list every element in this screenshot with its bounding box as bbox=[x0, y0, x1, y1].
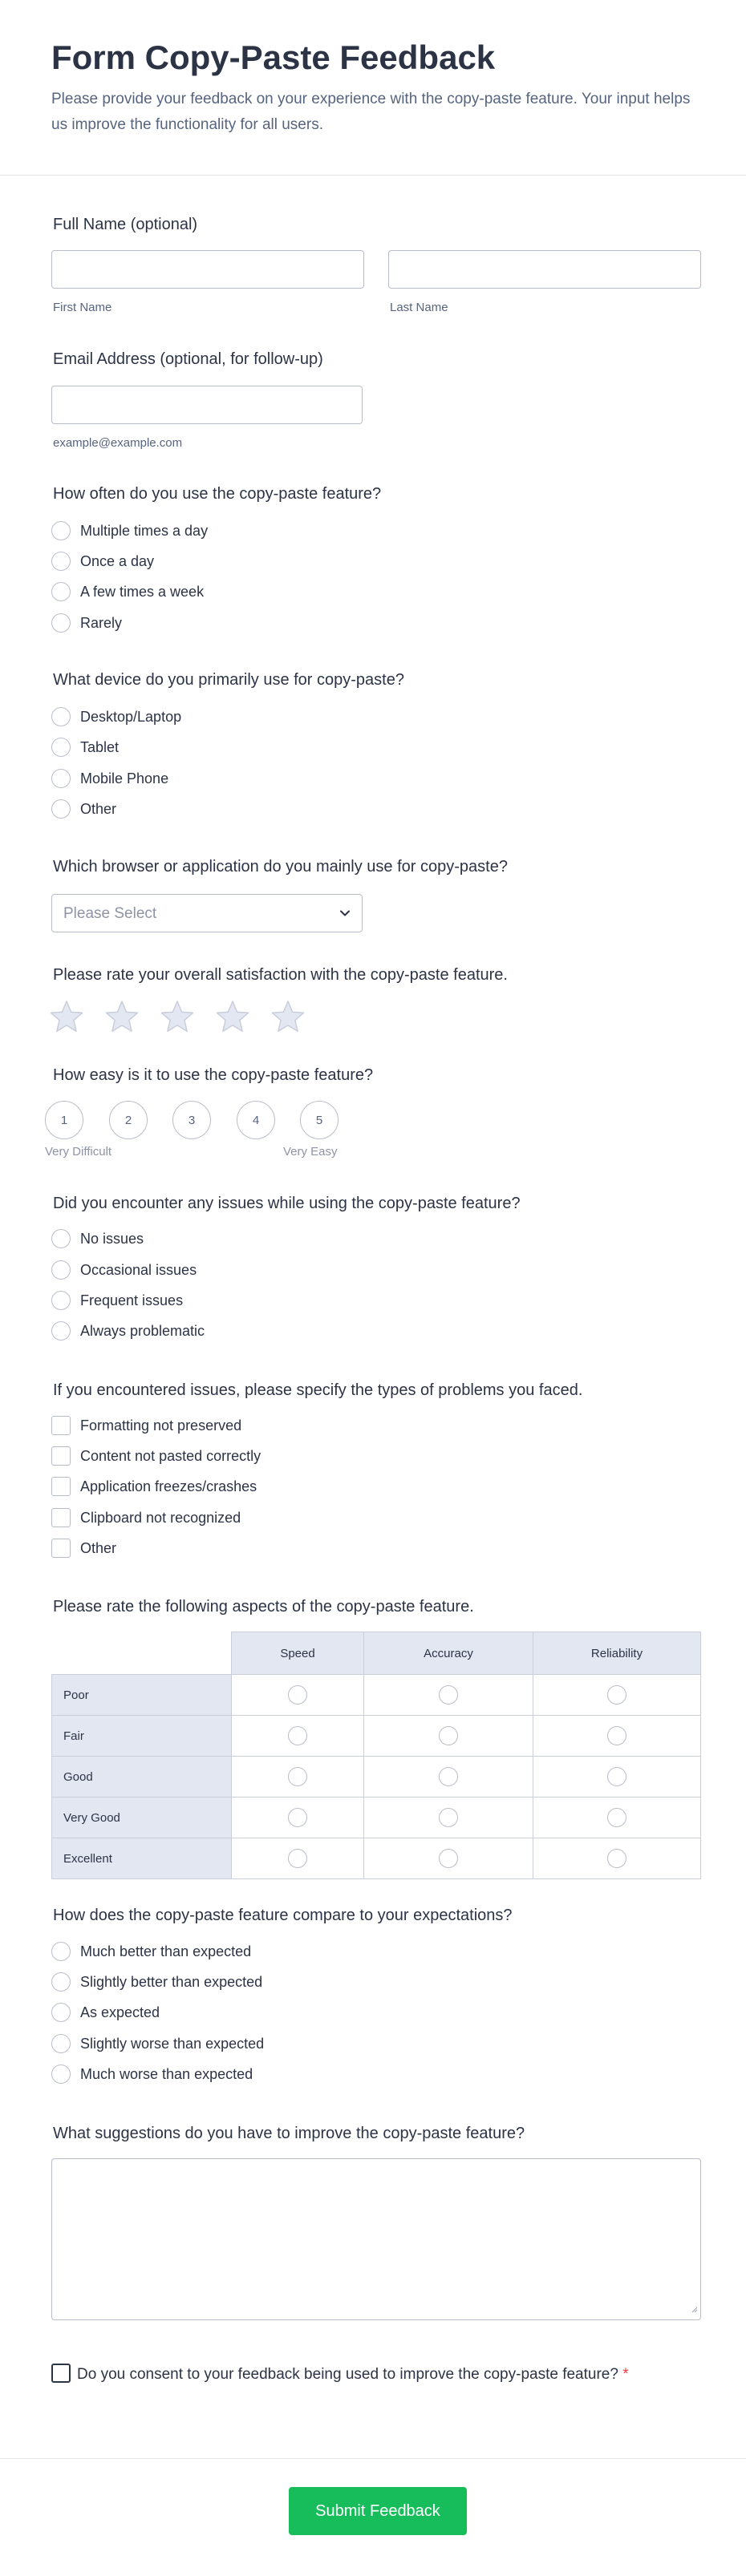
option-label: Content not pasted correctly bbox=[80, 1447, 262, 1464]
expectations-option[interactable] bbox=[51, 1971, 262, 1993]
matrix-row bbox=[52, 1716, 701, 1757]
chevron-down-icon bbox=[339, 908, 351, 923]
device-option[interactable] bbox=[51, 706, 181, 728]
star-icon[interactable] bbox=[49, 1000, 84, 1033]
option-label: Formatting not preserved bbox=[80, 1417, 242, 1434]
checkbox[interactable] bbox=[51, 1477, 71, 1496]
rating-matrix bbox=[51, 1632, 701, 1879]
expectations-option[interactable] bbox=[51, 2063, 253, 2085]
matrix-radio[interactable] bbox=[607, 1808, 626, 1827]
option-label: Application freezes/crashes bbox=[80, 1478, 257, 1494]
issues-option[interactable] bbox=[51, 1227, 144, 1250]
full-name-label: Full Name (optional) bbox=[53, 216, 198, 233]
frequency-question: How often do you use the copy-paste feature? bbox=[53, 485, 382, 503]
matrix-row-label: Very Good bbox=[52, 1798, 232, 1838]
option-label: Slightly better than expected bbox=[80, 1973, 263, 1990]
page-subtitle: Please provide your feedback on your experience with the copy-paste feature. Your input helps us improve the functionality for all users. bbox=[51, 91, 691, 133]
radio-button[interactable] bbox=[51, 2064, 71, 2084]
option-label: Much worse than expected bbox=[80, 2065, 253, 2082]
scale-option-5[interactable]: 5 bbox=[300, 1101, 339, 1139]
matrix-radio[interactable] bbox=[439, 1685, 458, 1705]
radio-button[interactable] bbox=[51, 613, 71, 633]
browser-question: Which browser or application do you mainly use for copy-paste? bbox=[53, 858, 508, 876]
matrix-radio[interactable] bbox=[288, 1808, 307, 1827]
radio-button[interactable] bbox=[51, 1291, 71, 1310]
matrix-row bbox=[52, 1675, 701, 1716]
problem-option[interactable] bbox=[51, 1506, 241, 1529]
frequency-option[interactable] bbox=[51, 550, 154, 572]
radio-button[interactable] bbox=[51, 1321, 71, 1341]
problem-option[interactable] bbox=[51, 1414, 241, 1437]
matrix-row-label: Excellent bbox=[52, 1838, 232, 1879]
matrix-radio[interactable] bbox=[439, 1849, 458, 1868]
radio-button[interactable] bbox=[51, 1942, 71, 1961]
matrix-row-label: Poor bbox=[52, 1675, 232, 1716]
option-label: Clipboard not recognized bbox=[80, 1509, 241, 1526]
first-name-input[interactable] bbox=[51, 250, 364, 289]
option-label: Other bbox=[80, 1539, 117, 1556]
email-hint: example@example.com bbox=[53, 436, 183, 450]
checkbox[interactable] bbox=[51, 1446, 71, 1466]
radio-button[interactable] bbox=[51, 521, 71, 540]
expectations-option[interactable] bbox=[51, 2001, 160, 2024]
scale-option-1[interactable]: 1 bbox=[45, 1101, 83, 1139]
star-icon[interactable] bbox=[160, 1000, 195, 1033]
radio-button[interactable] bbox=[51, 738, 71, 757]
matrix-column-header: Accuracy bbox=[364, 1632, 533, 1675]
matrix-radio[interactable] bbox=[288, 1767, 307, 1786]
matrix-radio[interactable] bbox=[439, 1808, 458, 1827]
option-label: No issues bbox=[80, 1230, 144, 1247]
matrix-row bbox=[52, 1838, 701, 1879]
email-label: Email Address (optional, for follow-up) bbox=[53, 350, 323, 368]
issues-option[interactable] bbox=[51, 1289, 183, 1312]
matrix-radio[interactable] bbox=[439, 1767, 458, 1786]
required-mark: * bbox=[622, 2366, 629, 2383]
option-label: Much better than expected bbox=[80, 1943, 252, 1959]
frequency-option[interactable] bbox=[51, 612, 122, 634]
select-placeholder: Please Select bbox=[63, 905, 157, 922]
option-label: Multiple times a day bbox=[80, 522, 209, 539]
suggestions-question: What suggestions do you have to improve the copy-paste feature? bbox=[53, 2125, 525, 2142]
issues-question: Did you encounter any issues while using the copy-paste feature? bbox=[53, 1195, 521, 1212]
scale-option-2[interactable]: 2 bbox=[109, 1101, 148, 1139]
option-label: A few times a week bbox=[80, 583, 205, 600]
matrix-row-label: Good bbox=[52, 1757, 232, 1798]
form-header bbox=[0, 0, 746, 176]
checkbox[interactable] bbox=[51, 1539, 71, 1558]
matrix-header-row bbox=[52, 1632, 701, 1675]
device-option[interactable] bbox=[51, 736, 119, 758]
scale-max-caption: Very Easy bbox=[283, 1145, 338, 1159]
matrix-column-header: Reliability bbox=[533, 1632, 701, 1675]
option-label: Slightly worse than expected bbox=[80, 2035, 265, 2052]
matrix-column-header: Speed bbox=[232, 1632, 364, 1675]
matrix-row-label: Fair bbox=[52, 1716, 232, 1757]
option-label: Always problematic bbox=[80, 1322, 205, 1339]
scale-min-caption: Very Difficult bbox=[45, 1145, 112, 1159]
matrix-radio[interactable] bbox=[288, 1685, 307, 1705]
star-icon[interactable] bbox=[270, 1000, 306, 1033]
option-label: Mobile Phone bbox=[80, 770, 169, 787]
device-option[interactable] bbox=[51, 798, 116, 820]
page-title: Form Copy-Paste Feedback bbox=[51, 38, 496, 76]
radio-button[interactable] bbox=[51, 799, 71, 819]
matrix-radio[interactable] bbox=[607, 1685, 626, 1705]
last-name-input[interactable] bbox=[388, 250, 701, 289]
consent-text: Do you consent to your feedback being used to improve the copy-paste feature? bbox=[77, 2366, 618, 2383]
last-name-sublabel: Last Name bbox=[390, 301, 448, 314]
star-icon[interactable] bbox=[104, 1000, 140, 1033]
radio-button[interactable] bbox=[51, 1260, 71, 1280]
expectations-question: How does the copy-paste feature compare to your expectations? bbox=[53, 1907, 513, 1924]
device-question: What device do you primarily use for copy-paste? bbox=[53, 671, 404, 689]
option-label: Tablet bbox=[80, 738, 120, 755]
option-label: Occasional issues bbox=[80, 1261, 197, 1278]
option-label: Once a day bbox=[80, 552, 155, 569]
radio-button[interactable] bbox=[51, 582, 71, 601]
issues-option[interactable] bbox=[51, 1259, 197, 1281]
matrix-row bbox=[52, 1798, 701, 1838]
problems-question: If you encountered issues, please specify the types of problems you faced. bbox=[53, 1381, 583, 1399]
matrix-radio[interactable] bbox=[288, 1726, 307, 1745]
expectations-option[interactable] bbox=[51, 1940, 251, 1963]
scale-option-4[interactable]: 4 bbox=[237, 1101, 275, 1139]
radio-button[interactable] bbox=[51, 1229, 71, 1248]
suggestions-textarea[interactable] bbox=[51, 2158, 701, 2320]
matrix-radio[interactable] bbox=[439, 1726, 458, 1745]
radio-button[interactable] bbox=[51, 707, 71, 726]
email-input[interactable] bbox=[51, 386, 363, 424]
radio-button[interactable] bbox=[51, 552, 71, 571]
first-name-sublabel: First Name bbox=[53, 301, 112, 314]
option-label: Desktop/Laptop bbox=[80, 708, 182, 725]
submit-button[interactable]: Submit Feedback bbox=[289, 2487, 467, 2535]
ease-question: How easy is it to use the copy-paste feature? bbox=[53, 1066, 374, 1084]
matrix-radio[interactable] bbox=[607, 1767, 626, 1786]
resize-handle-icon[interactable] bbox=[690, 2303, 698, 2317]
checkbox[interactable] bbox=[51, 1416, 71, 1435]
matrix-radio[interactable] bbox=[288, 1849, 307, 1868]
matrix-question: Please rate the following aspects of the copy-paste feature. bbox=[53, 1598, 474, 1616]
problem-option[interactable] bbox=[51, 1537, 116, 1559]
matrix-radio[interactable] bbox=[607, 1849, 626, 1868]
matrix-row bbox=[52, 1757, 701, 1798]
scale-option-3[interactable]: 3 bbox=[172, 1101, 211, 1139]
problem-option[interactable] bbox=[51, 1445, 261, 1467]
issues-option[interactable] bbox=[51, 1320, 205, 1342]
radio-button[interactable] bbox=[51, 1972, 71, 1992]
radio-button[interactable] bbox=[51, 769, 71, 788]
problem-option[interactable] bbox=[51, 1475, 257, 1498]
frequency-option[interactable] bbox=[51, 520, 208, 542]
matrix-corner bbox=[52, 1632, 232, 1675]
consent-checkbox[interactable] bbox=[51, 2364, 71, 2383]
browser-select[interactable] bbox=[51, 894, 363, 932]
footer-divider bbox=[0, 2458, 746, 2459]
device-option[interactable] bbox=[51, 767, 168, 790]
radio-button[interactable] bbox=[51, 2003, 71, 2022]
expectations-option[interactable] bbox=[51, 2032, 264, 2055]
option-label: Other bbox=[80, 800, 117, 817]
matrix-radio[interactable] bbox=[607, 1726, 626, 1745]
star-icon[interactable] bbox=[215, 1000, 250, 1033]
option-label: Rarely bbox=[80, 614, 123, 631]
option-label: As expected bbox=[80, 2004, 160, 2020]
checkbox[interactable] bbox=[51, 1508, 71, 1527]
option-label: Frequent issues bbox=[80, 1292, 184, 1308]
consent-field bbox=[51, 2364, 661, 2386]
radio-button[interactable] bbox=[51, 2034, 71, 2053]
frequency-option[interactable] bbox=[51, 580, 204, 603]
satisfaction-question: Please rate your overall satisfaction with the copy-paste feature. bbox=[53, 966, 508, 984]
